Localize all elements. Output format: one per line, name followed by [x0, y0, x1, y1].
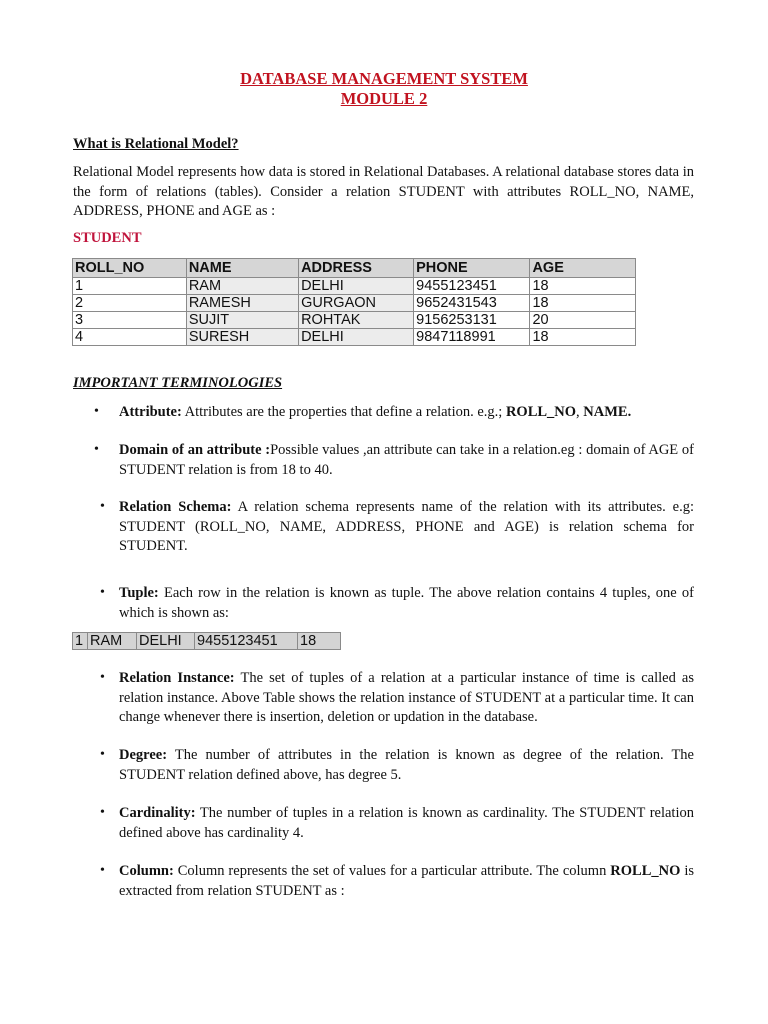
student-table: [72, 258, 636, 346]
table-cell: 18: [530, 278, 636, 295]
term-tuple: [119, 584, 694, 623]
terminologies-heading: IMPORTANT TERMINOLOGIES: [73, 375, 283, 391]
term-domain: [119, 441, 694, 480]
bullet-icon: •: [100, 499, 105, 514]
bullet-icon: •: [100, 585, 105, 600]
table-row: [73, 329, 636, 346]
table-cell: 9652431543: [414, 295, 530, 312]
column-header: NAME: [186, 259, 298, 278]
bullet-icon: •: [94, 404, 99, 419]
intro-paragraph: Relational Model represents how data is stored in Relational Databases. A relational database stores data in the form of relations (tables). Consider a relation STUDENT with attributes ROLL_NO, NAME, ADDRESS, PHONE and AGE as :: [73, 164, 694, 219]
term-text: Attributes are the properties that define a relation. e.g.;: [181, 404, 506, 420]
table-cell: RAM: [186, 278, 298, 295]
term-separator: ,: [576, 404, 584, 420]
term-degree: [119, 746, 694, 785]
term-example: ROLL_NO: [505, 404, 577, 420]
table-header-row: [73, 259, 636, 278]
term-text: The number of attributes in the relation is known as degree of the relation. The STUDENT relation defined above, has degree 5.: [119, 747, 694, 783]
table-cell: 3: [73, 312, 187, 329]
term-example: NAME.: [583, 404, 632, 420]
table-cell: 9156253131: [414, 312, 530, 329]
table-cell: 20: [530, 312, 636, 329]
table-cell: DELHI: [299, 329, 414, 346]
term-label: Attribute:: [119, 404, 182, 420]
column-header: ROLL_NO: [73, 259, 187, 278]
term-text: The set of tuples of a relation at a particular instance of time is called as relation instance. Above Table shows the relation instance of STUDENT at a particular time. It can change whenever there is insertion, deletion or updation in the database.: [119, 670, 694, 725]
doc-subtitle: MODULE 2: [340, 89, 428, 108]
term-cardinality: [119, 804, 694, 843]
term-label: Relation Instance:: [119, 670, 235, 686]
term-label: Tuple:: [119, 585, 159, 601]
bullet-icon: •: [100, 805, 105, 820]
table-cell: SUJIT: [186, 312, 298, 329]
term-label: Column:: [119, 863, 174, 879]
term-label: Cardinality:: [119, 805, 196, 821]
term-label: Domain of an attribute :: [119, 442, 271, 458]
table-cell: RAMESH: [186, 295, 298, 312]
table-cell: 18: [530, 295, 636, 312]
table-cell: 1: [73, 278, 187, 295]
doc-title: DATABASE MANAGEMENT SYSTEM: [240, 69, 528, 88]
table-cell: 9455123451: [414, 278, 530, 295]
term-text: Possible values ,an attribute can take in a relation.eg : domain of AGE of STUDENT relation is from 18 to 40.: [119, 442, 694, 478]
table-cell: SURESH: [186, 329, 298, 346]
term-text: Each row in the relation is known as tuple. The above relation contains 4 tuples, one of which is shown as:: [119, 585, 694, 621]
term-text-tail: is extracted from relation STUDENT as :: [119, 863, 695, 899]
table-cell: GURGAON: [299, 295, 414, 312]
term-attribute: [119, 403, 694, 423]
bullet-icon: •: [94, 442, 99, 457]
bullet-icon: •: [100, 670, 105, 685]
table-cell: 18: [298, 633, 341, 650]
table-cell: DELHI: [299, 278, 414, 295]
term-example: ROLL_NO: [610, 863, 681, 879]
table-cell: RAM: [88, 633, 137, 650]
table-cell: 9847118991: [414, 329, 530, 346]
table-cell: 4: [73, 329, 187, 346]
table-row: [73, 633, 341, 650]
term-relation-schema: [119, 498, 694, 557]
table-cell: 18: [530, 329, 636, 346]
table-cell: ROHTAK: [299, 312, 414, 329]
section-heading-relational-model: What is Relational Model?: [73, 136, 239, 152]
column-header: PHONE: [414, 259, 530, 278]
bullet-icon: •: [100, 863, 105, 878]
term-label: Degree:: [119, 747, 168, 763]
table-row: [73, 312, 636, 329]
bullet-icon: •: [100, 747, 105, 762]
table-cell: 9455123451: [195, 633, 298, 650]
tuple-example-table: [72, 632, 341, 650]
column-header: ADDRESS: [299, 259, 414, 278]
table-row: [73, 295, 636, 312]
term-label: Relation Schema:: [119, 499, 232, 515]
table-row: [73, 278, 636, 295]
term-text: The number of tuples in a relation is known as cardinality. The STUDENT relation defined above has cardinality 4.: [119, 805, 694, 841]
term-text: A relation schema represents name of the relation with its attributes. e.g: STUDENT (ROLL_NO, NAME, ADDRESS, PHONE and AGE) is relation schema for STUDENT.: [119, 499, 694, 554]
term-relation-instance: [119, 669, 694, 728]
term-column: [119, 862, 694, 901]
term-text: Column represents the set of values for a particular attribute. The column: [173, 863, 611, 879]
table-cell: DELHI: [137, 633, 195, 650]
column-header: AGE: [530, 259, 636, 278]
student-table-label: STUDENT: [73, 230, 142, 246]
table-cell: 2: [73, 295, 187, 312]
table-cell: 1: [73, 633, 88, 650]
